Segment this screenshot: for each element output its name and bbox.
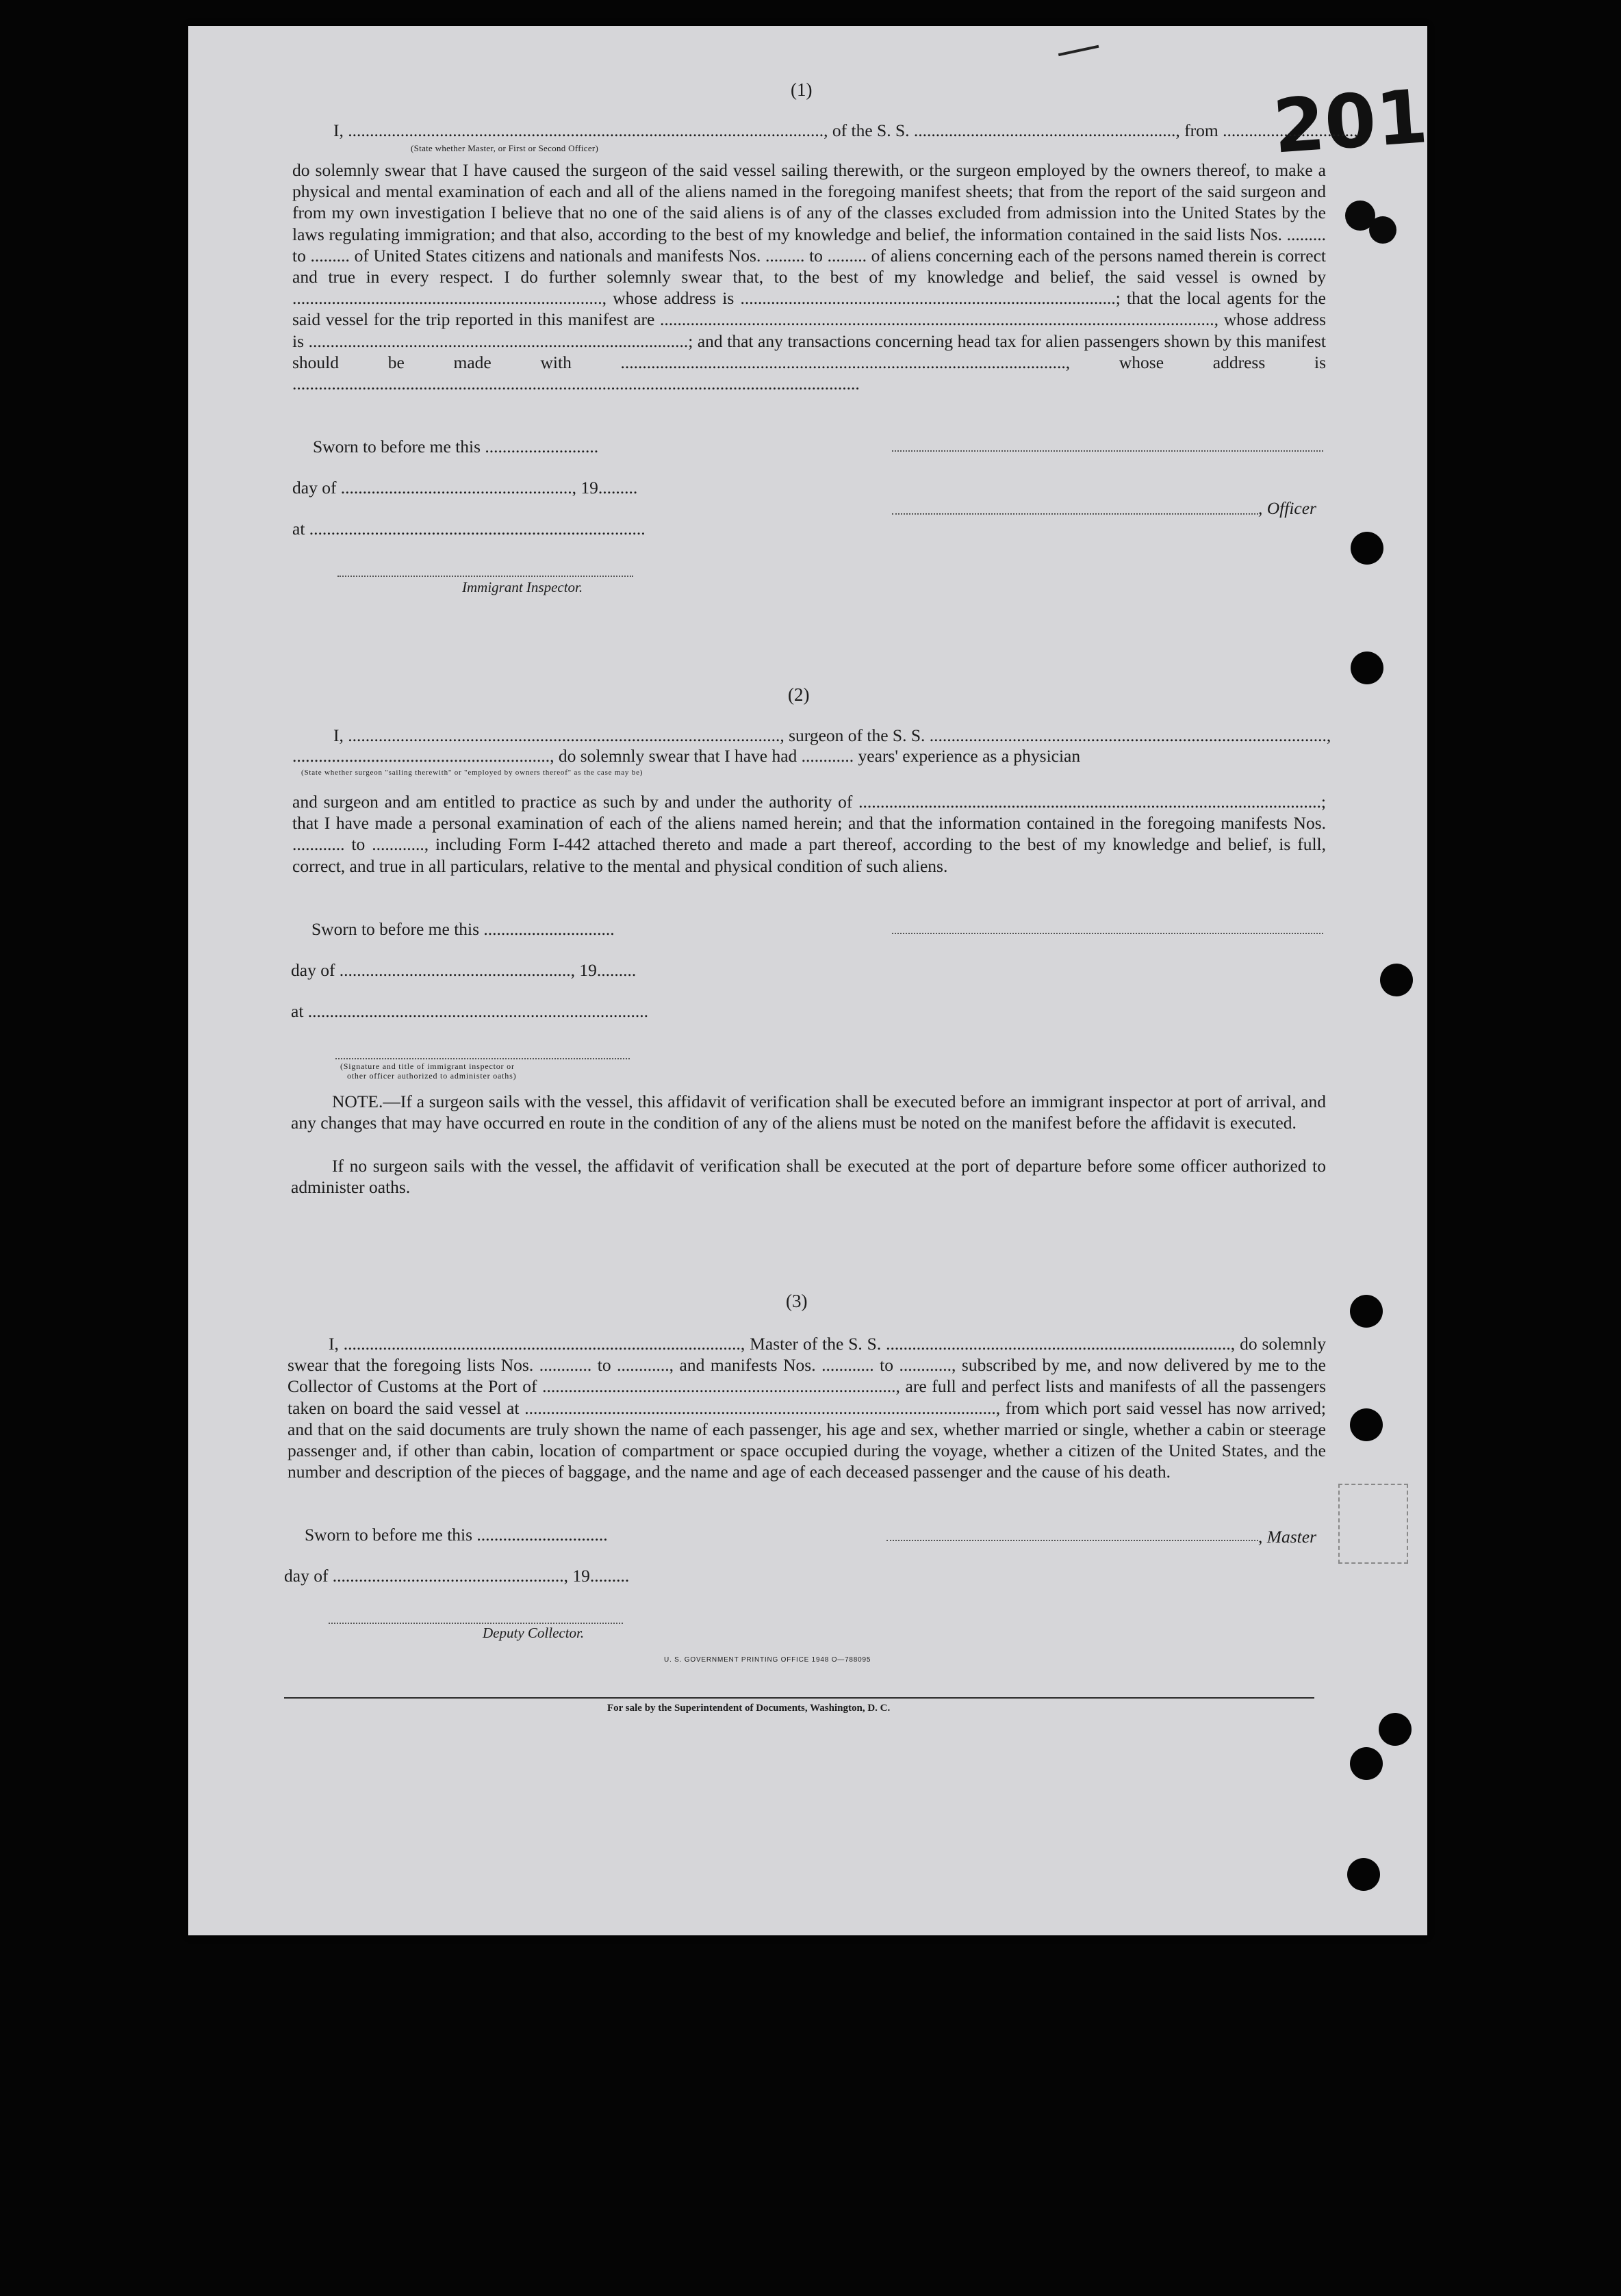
section-1-at: at ............................................................................. [292,519,646,539]
section-2-line2: ..........................................................., do solemnly swear that I have had ............ years' experience as a physician [292,746,1081,766]
section-1-day: day of ....................................................., 19......... [292,478,638,498]
section-2-sig-note-1: (Signature and title of immigrant inspector or [340,1061,515,1071]
section-3-collector: Deputy Collector. [483,1625,585,1641]
section-2-note2: If no surgeon sails with the vessel, the affidavit of verification shall be executed at the port of departure before some officer authorized to administer oaths. [291,1156,1326,1198]
manifest-page [188,26,1431,1935]
section-1-inspector: Immigrant Inspector. [462,579,583,595]
punch-hole [1351,532,1383,565]
section-1-body: do solemnly swear that I have caused the surgeon of the said vessel sailing therewith, or the surgeon employed by the owners thereof, to make a physical and mental examination of each and all of the aliens named in the foregoing manifest sheets; that from the report of the said surgeon and from my own investigation I believe that no one of the said aliens is of any of the classes excluded from admission into the United States by the laws regulating immigration; and that also, according to the best of my knowledge and belief, the information contained in the said lists Nos. ......... to ......... of United States citizens and nationals and manifests Nos. ......... to ......... of aliens concerning each of the persons named therein is correct and true in every respect. I do further solemnly swear that, to the best of my knowledge and belief, the said vessel is owned by ......................................................................., whose address is ......................................................................................; that the local agents for the said vessel for the trip reported in this manifest are ..............................................................................................................................., whose address is .......................................................................................; and that any transactions concerning head tax for alien passengers shown by this manifest should be made with ......................................................................................................, whose address is .................................................................................................................................. [292,160,1326,394]
section-2-at: at .............................................................................. [291,1001,649,1021]
section-1-officer-line [892,513,1258,515]
section-2-number: (2) [788,684,810,705]
section-3-number: (3) [786,1291,808,1311]
section-2-inspector-line [335,1058,630,1059]
section-2-sworn: Sworn to before me this .............................. [311,919,615,939]
section-3-collector-line [329,1623,623,1624]
section-1-line1: I, ............................................................................................................., of the S. S. ............................................................, from .............................., [333,120,1358,140]
section-2-body: and surgeon and am entitled to practice as such by and under the authority of ..........................................................................................................; that I have made a personal examination of each of the aliens named herein; and that the information contained in the foregoing manifests Nos. ............ to ............, including Form I-442 attached thereto and made a part thereof, according to the best of my knowledge and belief, is full, correct, and true in all particulars, relative to the mental and physical condition of such aliens. [292,792,1326,876]
section-1-signature-line [892,450,1323,452]
section-2-day: day of ....................................................., 19......... [291,960,637,980]
section-3-day: day of ....................................................., 19......... [284,1566,630,1586]
section-2-line2-note: (State whether surgeon "sailing therewith" or "employed by owners thereof" as the case may be) [301,769,643,777]
section-2-signature-line [892,933,1323,934]
punch-hole [1379,1713,1412,1746]
section-1-sworn: Sworn to before me this .......................... [313,437,599,456]
punch-hole [1350,1747,1383,1780]
punch-hole [1351,652,1383,684]
section-2-sig-note-2: other officer authorized to administer oaths) [347,1071,517,1081]
punch-hole [1380,964,1413,996]
section-1-number: (1) [791,79,813,100]
section-3-master-line [886,1540,1258,1541]
section-3-master: , Master [1258,1527,1316,1547]
sale-notice: For sale by the Superintendent of Documents, Washington, D. C. [607,1703,891,1714]
section-1-officer: , Officer [1258,498,1316,518]
handwritten-page-number: 201 [1270,74,1431,170]
section-1-inspector-line [337,576,633,577]
section-1-line1-note: (State whether Master, or First or Second Officer) [411,143,599,153]
punch-hole [1347,1858,1380,1891]
gpo-imprint: U. S. GOVERNMENT PRINTING OFFICE 1948 O—788095 [664,1656,871,1664]
footer-rule [284,1697,1314,1699]
section-2-line1: I, ..................................................................................................., surgeon of the S. S. ..........................................................................................., [333,725,1331,745]
ink-blot [1369,216,1396,244]
ink-scribble [1058,41,1099,56]
punch-hole [1350,1295,1383,1328]
faded-stamp [1338,1484,1408,1564]
section-3-sworn: Sworn to before me this .............................. [305,1525,608,1545]
punch-hole [1350,1408,1383,1441]
section-3-body: I, ..........................................................................................., Master of the S. S. ..............................................................................., do solemnly swear that the foregoing lists Nos. ............ to ............, and manifests Nos. ............ to ............, subscribed by me, and now delivered by me to the Collector of Customs at the Port of ................................................................................., are full and perfect lists and manifests of all the passengers taken on board the said vessel at ............................................................................................................, from which port said vessel has now arrived; and that on the said documents are truly shown the name of each passenger, his age and sex, whether married or single, whether a cabin or steerage passenger and, if other than cabin, location of compartment or space occupied during the voyage, whether a citizen of the United States, and the number and description of the pieces of baggage, and the name and age of each deceased passenger and the cause of his death. [288,1334,1326,1482]
section-2-note1: NOTE.—If a surgeon sails with the vessel, this affidavit of verification shall be executed before an immigrant inspector at port of arrival, and any changes that may have occurred en route in the condition of any of the aliens must be noted on the manifest before the affidavit is executed. [291,1092,1326,1133]
